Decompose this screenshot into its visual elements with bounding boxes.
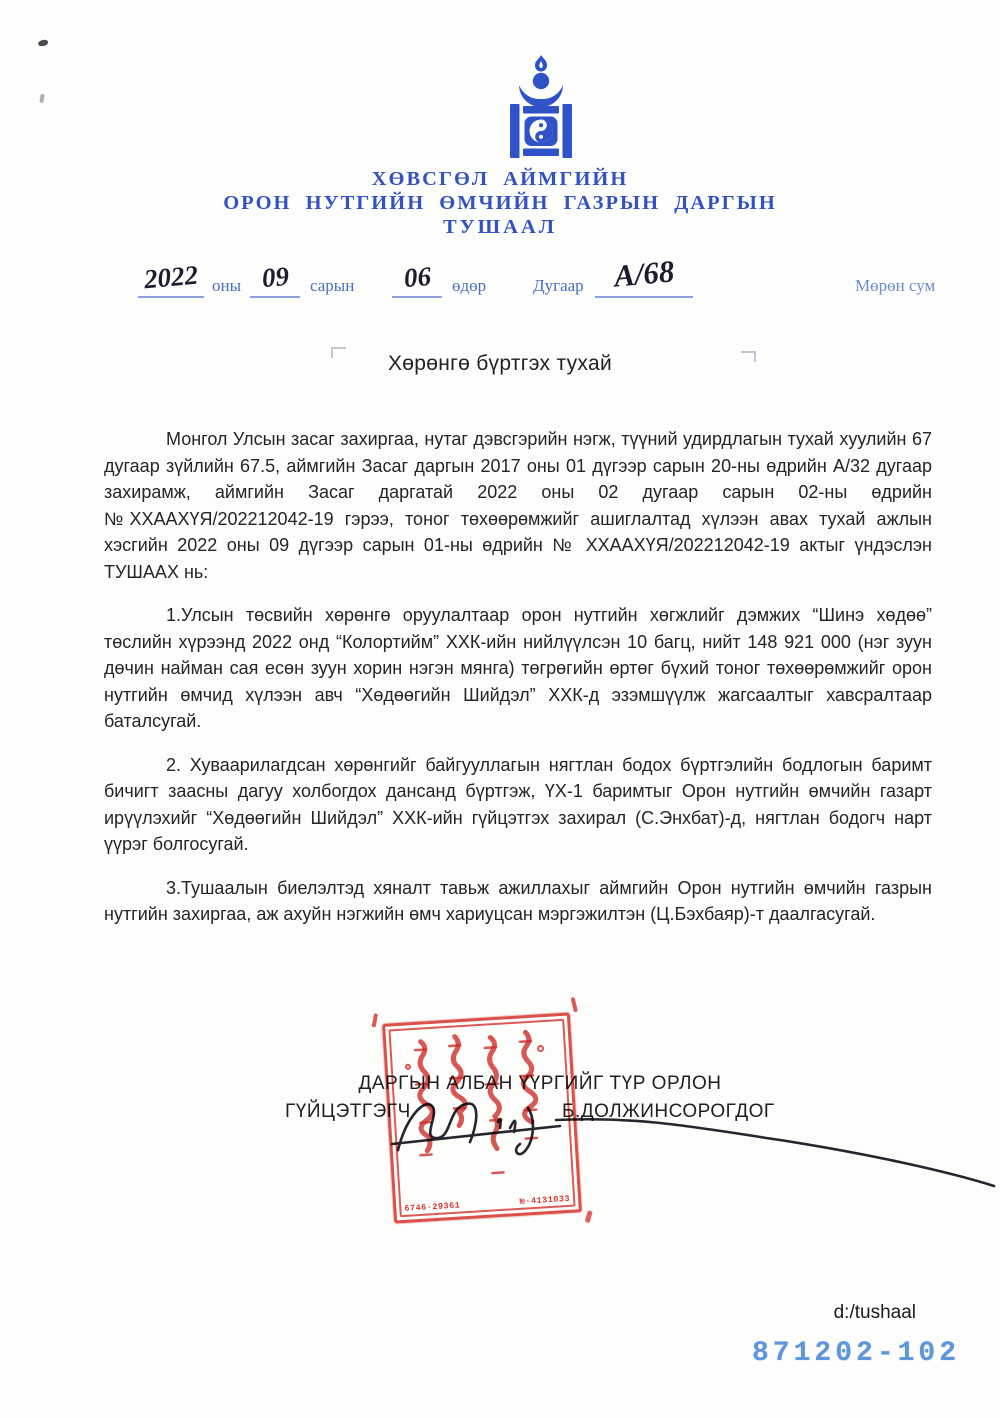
blue-registry-stamp-number: 871202-102 <box>752 1338 961 1369</box>
year-value: 2022 <box>142 259 200 295</box>
signatory-role: ГҮЙЦЭТГЭГЧ <box>285 1101 411 1122</box>
ordered-paragraph-2: 2. Хуваарилагдсан хөрөнгийг байгууллагын нягтлан бодох бүртгэлийн бодлогын баримт бичигт заасны дагуу холбогдох дансанд бүртгэж, ҮХ-1 баримтыг Орон нутгийн өмчийн газарт ирүүлэхийг “Хөдөөгийн Шийдэл” ХХК-ийн гүйцэтгэх захирал (С.Энхбат)-д, нягтлан бодогч нарт үүрэг болгосугай. <box>104 754 932 854</box>
soyombo-emblem-icon <box>500 54 582 166</box>
stamp-serial-left: 6746·29361 <box>404 1200 461 1214</box>
location-label: Мөрөн сум <box>855 276 936 295</box>
document-type: ТУШААЛ <box>442 216 558 238</box>
stamp-serial-right: №·4131033 <box>519 1193 571 1207</box>
stamp-ink-mark <box>372 1013 378 1027</box>
day-blank <box>392 262 442 298</box>
year-blank <box>138 259 204 298</box>
day-value: 06 <box>402 260 432 294</box>
official-red-stamp <box>382 1012 582 1223</box>
scan-speck <box>39 94 45 104</box>
day-label: өдөр <box>452 276 487 295</box>
stamp-ink-mark <box>585 1210 593 1223</box>
stamp-mongolian-script <box>385 1016 579 1221</box>
ordered-paragraph-1: 1.Улсын төсвийн хөрөнгө оруулалтаар орон нутгийн хөгжлийг дэмжих “Шинэ хөдөө” төслийн хүрээнд 2022 онд “Колортийм” ХХК-ийн нийлүүлсэн 10 багц, нийт 148 921 000 (нэг зуун дөчин найман сая есөн зуун хорин нэгэн мянга) төгрөгийн өртөг бүхий тоног төхөөрөмжийг орон нутгийн өмчид хүлээн авч “Хөдөөгийн Шийдэл” ХХК-д эзэмшүүлж жагсаалтыг хавсралтаар баталсугай. <box>104 605 932 731</box>
document-body <box>104 426 932 945</box>
intro-paragraph: Монгол Улсын засаг захиргаа, нутаг дэвсгэрийн нэгж, түүний удирдлагын тухай хуулийн 67 дугаар зүйлийн 67.5, аймгийн Засаг даргын 2017 оны 01 дүгээр сарын 20-ны өдрийн А/32 дугаар захирамж, аймгийн Засаг даргатай 2022 оны 02 дугаар сарын 02-ны өдрийн №ХХААХҮЯ/202212042-19 гэрээ, тоног төхөөрөмжийг ашиглалтад хүлээн авах тухай ажлын хэсгийн 2022 оны 09 дүгээр сарын 01-ны өдрийн № ХХААХҮЯ/202212042-19 актыг үндэслэн ТУШААХ нь: <box>104 429 932 582</box>
month-blank <box>250 262 300 298</box>
number-blank <box>595 253 693 298</box>
stamp-ink-mark <box>571 997 578 1013</box>
number-label: Дугаар <box>533 276 584 295</box>
scan-speck <box>38 39 49 46</box>
letterhead <box>0 167 1000 239</box>
month-label: сарын <box>310 276 355 295</box>
year-label: оны <box>212 276 242 295</box>
signatory-duty-line: ДАРГЫН АЛБАН ҮҮРГИЙГ ТҮР ОРЛОН <box>358 1073 722 1094</box>
document-title: Хөрөнгө бүртгэх тухай <box>388 352 612 375</box>
month-value: 09 <box>260 260 290 294</box>
file-path-note: d:/tushaal <box>833 1302 916 1323</box>
ordered-paragraph-3: 3.Тушаалын биелэлтэд хяналт тавьж ажиллахыг аймгийн Орон нутгийн өмчийн газрын нутгийн захиргаа, аж ахуйн нэгжийн өмч хариуцсан мэргэжилтэн (Ц.Бэхбаяр)-т даалгасугай. <box>104 877 932 924</box>
number-value: А/68 <box>612 253 676 294</box>
signatory-name: Б.ДОЛЖИНСОРОГДОГ <box>562 1101 775 1122</box>
org-name-line1: ХӨВСГӨЛ АЙМГИЙН <box>371 168 629 190</box>
org-name-line2: ОРОН НУТГИЙН ӨМЧИЙН ГАЗРЫН ДАРГЫН <box>223 192 777 214</box>
